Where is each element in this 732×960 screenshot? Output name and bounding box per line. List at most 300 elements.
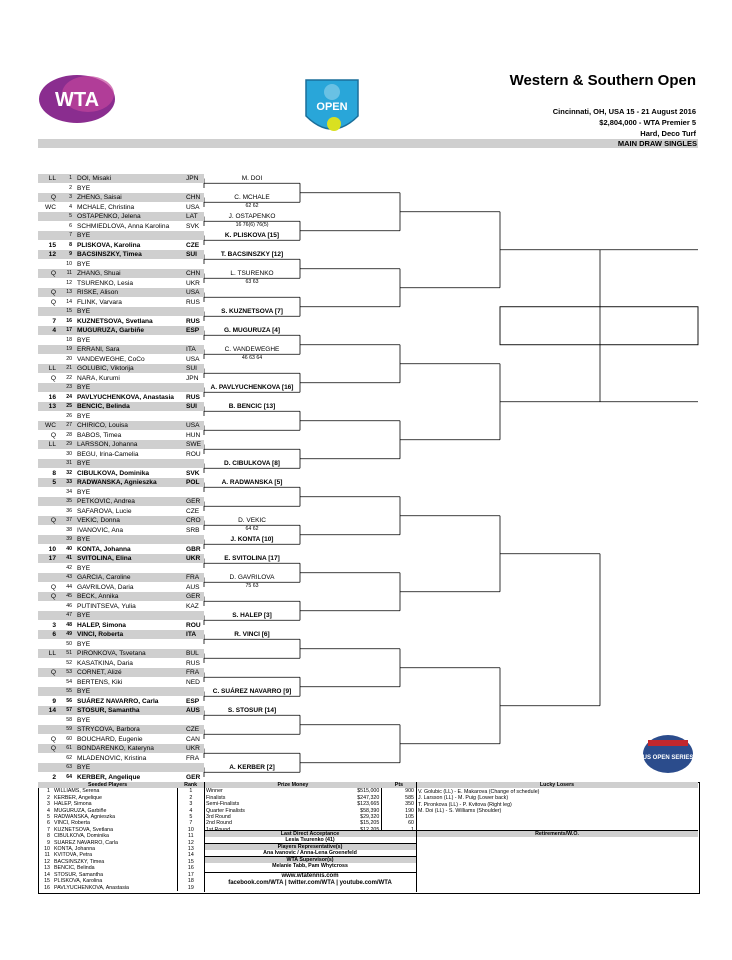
r2-score: 16 76(6) 76(5) — [235, 222, 269, 229]
entry-name: PAVLYUCHENKOVA, Anastasia — [77, 393, 174, 401]
entry-number: 18 — [66, 336, 72, 343]
r2-winner: S. STOSUR [14] — [227, 707, 277, 715]
entry-row — [38, 621, 204, 630]
seeded-table — [38, 782, 204, 891]
entry-row — [38, 336, 204, 345]
entry-number: 36 — [66, 507, 72, 514]
entry-row — [38, 516, 204, 525]
seeded-row — [38, 885, 204, 891]
ws-logo-text: OPEN — [316, 101, 348, 113]
entry-country: UKR — [186, 279, 200, 287]
entry-country: ESP — [186, 697, 200, 705]
seeded-rank: 14 — [177, 852, 204, 858]
seeded-number: 4 — [47, 807, 50, 814]
seeded-rank: 18 — [177, 878, 204, 884]
entry-seed: Q — [50, 669, 56, 676]
r2-winner: D. CIBULKOVA [8] — [224, 460, 280, 468]
r2-winner: A. RADWANSKA [5] — [221, 479, 283, 487]
entry-name: VINCI, Roberta — [77, 631, 124, 638]
entry-name: PLISKOVA, Karolina — [77, 241, 141, 249]
seeded-name: CIBULKOVA, Dominika — [54, 833, 109, 840]
footer-divider — [204, 782, 205, 892]
entry-number: 41 — [66, 555, 72, 561]
entry-number: 7 — [69, 232, 72, 238]
prize-round: Finalists — [206, 794, 226, 801]
prize-money: $58,390 — [360, 807, 380, 814]
entry-seed: LL — [48, 365, 56, 372]
entry-row — [38, 773, 204, 782]
entry-country: AUS — [186, 707, 200, 714]
entry-country: SUI — [186, 365, 197, 372]
entry-name: SVITOLINA, Elina — [77, 555, 132, 562]
entry-row — [38, 602, 204, 611]
entry-row — [38, 193, 204, 202]
entry-country: SVK — [186, 222, 200, 230]
entry-name: BENCIC, Belinda — [77, 403, 130, 410]
r2-winner: D. GAVRILOVA — [229, 574, 275, 582]
entry-number: 40 — [66, 545, 72, 552]
prize-round: 3rd Round — [206, 814, 231, 821]
entry-number: 31 — [66, 460, 72, 466]
entry-name: KONTA, Johanna — [77, 545, 131, 553]
entry-country: USA — [186, 422, 200, 429]
entry-name: BYE — [77, 612, 91, 619]
entry-name: VEKIC, Donna — [77, 517, 120, 524]
entry-seed: 15 — [48, 241, 56, 249]
entry-number: 39 — [66, 536, 72, 542]
entry-country: KAZ — [186, 602, 199, 610]
entry-country: SWE — [186, 441, 202, 448]
prize-money: $15,205 — [360, 820, 380, 827]
seeded-name: BACSINSZKY, Timea — [54, 858, 105, 865]
website[interactable]: www.wtatennis.com — [204, 872, 416, 879]
prize-category: $2,804,000 - WTA Premier 5 — [599, 118, 696, 127]
entry-country: NED — [186, 678, 200, 686]
entry-number: 15 — [66, 308, 72, 314]
entry-country: UKR — [186, 745, 200, 752]
seeded-name: VINCI, Roberta — [54, 820, 90, 827]
seeded-name: HALEP, Simona — [54, 801, 92, 808]
entry-seed: Q — [50, 735, 56, 743]
entry-row — [38, 611, 204, 620]
entry-number: 42 — [66, 564, 72, 571]
entry-name: KERBER, Angelique — [77, 773, 141, 781]
entry-country: RUS — [186, 659, 200, 667]
entry-number: 44 — [66, 583, 72, 590]
entry-seed: Q — [50, 289, 56, 296]
entry-row — [38, 355, 204, 364]
entry-row — [38, 754, 204, 763]
entry-row — [38, 526, 204, 535]
entry-seed: Q — [50, 194, 56, 201]
entry-row — [38, 630, 204, 639]
seeded-number: 8 — [47, 833, 50, 840]
pts-header: Pts — [382, 782, 416, 788]
prize-header: Prize Money — [204, 782, 382, 788]
entry-name: BYE — [77, 260, 91, 268]
seeded-number: 12 — [44, 858, 50, 865]
entry-seed: 5 — [52, 479, 56, 486]
seeded-number: 11 — [44, 852, 50, 859]
entry-name: ZHANG, Shuai — [77, 270, 121, 277]
entry-number: 32 — [66, 469, 72, 476]
prize-points: 350 — [382, 801, 416, 807]
prize-money: $515,000 — [357, 788, 380, 795]
entry-name: ZHENG, Saisai — [77, 194, 122, 201]
entry-seed: Q — [50, 745, 56, 752]
entry-name: BYE — [77, 308, 91, 315]
entry-country: GBR — [186, 545, 201, 553]
entry-number: 49 — [66, 631, 72, 637]
entry-country: RUS — [186, 317, 200, 325]
entry-country: RUS — [186, 298, 200, 306]
seeded-number: 14 — [44, 871, 50, 878]
entry-country: SUI — [186, 403, 197, 410]
entry-name: BYE — [77, 336, 91, 344]
entry-country: POL — [186, 479, 200, 486]
entry-country: ROU — [186, 450, 201, 458]
entry-number: 58 — [66, 716, 72, 723]
lucky-loser-item: V. Golubic (LL) - E. Makarova (Change of schedule) — [418, 788, 540, 795]
entry-row — [38, 678, 204, 687]
entry-row — [38, 212, 204, 221]
prize-round: 2nd Round — [206, 820, 232, 827]
entry-name: LARSSON, Johanna — [77, 441, 138, 448]
entry-country: UKR — [186, 555, 201, 562]
entry-seed: 10 — [48, 545, 56, 553]
entry-number: 47 — [66, 612, 72, 618]
entry-country: SUI — [186, 251, 197, 258]
entry-row — [38, 374, 204, 383]
entry-name: MCHALE, Christina — [77, 203, 135, 211]
rank-header: Rank — [177, 782, 204, 788]
entry-name: KUZNETSOVA, Svetlana — [77, 317, 153, 325]
entry-country: CZE — [186, 726, 200, 733]
entry-number: 19 — [66, 346, 72, 352]
entry-name: NARA, Kurumi — [77, 374, 120, 382]
entry-name: TSURENKO, Lesia — [77, 279, 134, 287]
entry-row — [38, 402, 204, 411]
entry-name: HALEP, Simona — [77, 621, 126, 629]
entry-seed: 7 — [52, 317, 56, 325]
surface: Hard, Deco Turf — [640, 129, 696, 138]
entry-number: 51 — [66, 650, 72, 656]
entry-name: BYE — [77, 564, 91, 572]
seeded-rank: 16 — [177, 865, 204, 871]
entry-number: 14 — [66, 298, 72, 305]
tournament-title: Western & Southern Open — [509, 72, 696, 89]
seeded-rank: 11 — [177, 833, 204, 839]
entry-number: 20 — [66, 355, 72, 362]
entry-row — [38, 269, 204, 278]
entry-seed: 12 — [48, 251, 56, 258]
entry-name: KASATKINA, Daria — [77, 659, 133, 667]
entry-country: GER — [186, 498, 201, 505]
lucky-loser-item: J. Larsson (LL) - M. Puig (Lower back) — [418, 795, 509, 801]
entry-country: SVK — [186, 469, 200, 477]
seeded-name: BENCIC, Belinda — [54, 865, 95, 872]
us-open-series-logo — [642, 734, 694, 774]
entry-row — [38, 307, 204, 316]
draw-type: MAIN DRAW SINGLES — [617, 139, 697, 148]
prize-round: Quarter Finalists — [206, 807, 245, 814]
entry-number: 60 — [66, 735, 72, 742]
seeded-name: SUAREZ NAVARRO, Carla — [54, 839, 118, 846]
entry-seed: LL — [48, 650, 56, 657]
entry-row — [38, 459, 204, 468]
entry-seed: Q — [50, 517, 56, 524]
entry-country: GER — [186, 773, 201, 781]
entry-name: ERRANI, Sara — [77, 346, 120, 353]
info-heading: WTA Supervisor(s) — [204, 856, 416, 863]
entry-row — [38, 440, 204, 449]
entry-row — [38, 545, 204, 554]
entry-name: PETKOVIC, Andrea — [77, 498, 135, 505]
entry-name: SCHMIEDLOVA, Anna Karolina — [77, 222, 170, 230]
entry-country: CHN — [186, 194, 201, 201]
entry-number: 26 — [66, 412, 72, 419]
entry-number: 34 — [66, 488, 72, 495]
r2-winner: M. DOI — [241, 175, 263, 183]
r2-score: 63 63 — [245, 279, 259, 286]
entry-name: BERTENS, Kiki — [77, 678, 123, 686]
r2-score: 75 63 — [245, 583, 259, 590]
entry-row — [38, 716, 204, 725]
entry-country: CAN — [186, 735, 200, 743]
entry-number: 8 — [69, 241, 72, 248]
seeded-rank: 2 — [177, 795, 204, 801]
entry-row — [38, 450, 204, 459]
entry-seed: 13 — [48, 403, 56, 410]
prize-money: $29,320 — [360, 814, 380, 821]
seeded-number: 10 — [44, 846, 50, 853]
entry-number: 27 — [66, 422, 72, 428]
r2-winner: S. KUZNETSOVA [7] — [221, 308, 283, 316]
entry-row — [38, 744, 204, 753]
location-dates: Cincinnati, OH, USA 15 - 21 August 2016 — [552, 107, 696, 116]
entry-seed: 2 — [52, 773, 56, 781]
entry-row — [38, 583, 204, 592]
entry-name: GARCIA, Caroline — [77, 574, 131, 581]
entry-name: BABOS, Timea — [77, 431, 122, 439]
entry-number: 35 — [66, 498, 72, 504]
seeded-name: RADWANSKA, Agnieszka — [54, 814, 116, 821]
entry-name: BYE — [77, 184, 91, 192]
entry-row — [38, 478, 204, 487]
lucky-loser-item: T. Pironkova (LL) - P. Kvitova (Right leg) — [418, 801, 512, 808]
seeded-rank: 3 — [177, 801, 204, 807]
entry-number: 25 — [66, 403, 72, 409]
entry-name: CIBULKOVA, Dominika — [77, 469, 150, 477]
uso-logo-text: US OPEN SERIES — [642, 755, 694, 761]
info-heading: Players Representative(s) — [204, 843, 416, 850]
entry-country: CZE — [186, 507, 200, 515]
seeded-rank: 7 — [177, 820, 204, 826]
entry-seed: LL — [48, 175, 56, 182]
entry-row — [38, 535, 204, 544]
entry-row — [38, 697, 204, 706]
entry-country: AUS — [186, 583, 200, 591]
info-value: Melanie Tabb, Pam Whytcross — [272, 862, 348, 869]
seeded-number: 15 — [44, 878, 50, 885]
entry-country: CZE — [186, 241, 200, 249]
r2-score: 46 63 64 — [241, 355, 263, 362]
entry-seed: Q — [50, 270, 56, 277]
entry-number: 17 — [66, 327, 72, 333]
entry-name: STOSUR, Samantha — [77, 707, 140, 714]
entry-number: 55 — [66, 688, 72, 694]
r2-winner: R. VINCI [6] — [234, 631, 270, 639]
entry-number: 59 — [66, 726, 72, 732]
entry-row — [38, 421, 204, 430]
entry-row — [38, 260, 204, 269]
r2-winner: J. OSTAPENKO — [228, 213, 276, 221]
entry-number: 46 — [66, 602, 72, 609]
entry-row — [38, 364, 204, 373]
entry-number: 10 — [66, 260, 72, 267]
entry-country: FRA — [186, 669, 200, 676]
entry-name: STRYCOVA, Barbora — [77, 726, 140, 733]
seeded-number: 3 — [47, 801, 50, 808]
entry-number: 63 — [66, 764, 72, 770]
entry-country: JPN — [186, 175, 199, 182]
entry-row — [38, 345, 204, 354]
entry-seed: 9 — [52, 697, 56, 705]
entry-row — [38, 497, 204, 506]
entry-number: 9 — [69, 251, 72, 257]
entry-row — [38, 735, 204, 744]
prize-money: $247,320 — [357, 794, 380, 801]
seeded-name: WILLIAMS, Serena — [54, 788, 100, 795]
entry-number: 57 — [66, 707, 72, 713]
entry-country: LAT — [186, 213, 198, 220]
entry-seed: Q — [50, 374, 56, 382]
entry-number: 16 — [66, 317, 72, 324]
entry-country: BUL — [186, 650, 199, 657]
entry-country: ESP — [186, 327, 200, 334]
seeded-number: 13 — [44, 865, 50, 872]
prize-points: 900 — [382, 788, 416, 794]
entry-row — [38, 298, 204, 307]
entry-name: PIRONKOVA, Tsvetana — [77, 650, 146, 657]
entry-name: CORNET, Alizé — [77, 669, 122, 676]
entry-row — [38, 564, 204, 573]
info-heading: Last Direct Acceptance — [204, 830, 416, 837]
entry-country: SRB — [186, 526, 200, 534]
entry-number: 1 — [69, 175, 72, 181]
r2-score: 62 62 — [245, 203, 259, 210]
entry-country: ROU — [186, 621, 201, 629]
r2-winner: C. SUÁREZ NAVARRO [9] — [212, 688, 292, 696]
entry-name: IVANOVIC, Ana — [77, 526, 124, 534]
seeded-rank: 4 — [177, 808, 204, 814]
entry-name: SAFAROVA, Lucie — [77, 507, 132, 515]
r2-score: 64 62 — [245, 526, 259, 533]
entry-row — [38, 393, 204, 402]
entry-seed: 8 — [52, 469, 56, 477]
entry-country: FRA — [186, 574, 200, 581]
entry-name: BYE — [77, 536, 91, 543]
entry-seed: WC — [45, 422, 56, 429]
entry-seed: Q — [50, 593, 56, 600]
seeded-rank: 19 — [177, 885, 204, 891]
entry-name: BEGU, Irina-Camelia — [77, 450, 139, 458]
entry-number: 54 — [66, 678, 72, 685]
entry-name: BECK, Annika — [77, 593, 119, 600]
entry-number: 62 — [66, 754, 72, 761]
seeded-number: 7 — [47, 826, 50, 833]
entry-country: FRA — [186, 754, 200, 762]
entry-name: BYE — [77, 764, 91, 771]
entry-name: CHIRICO, Louisa — [77, 422, 128, 429]
entry-name: SUÁREZ NAVARRO, Carla — [77, 697, 159, 705]
entry-name: MUGURUZA, Garbiñe — [77, 327, 145, 334]
seeded-number: 6 — [47, 820, 50, 827]
r2-winner: K. PLISKOVA [15] — [224, 232, 280, 240]
entry-name: BYE — [77, 488, 91, 496]
entry-country: JPN — [186, 374, 199, 382]
entry-number: 13 — [66, 289, 72, 295]
lucky-loser-item: M. Doi (LL) - S. Williams (Shoulder) — [418, 808, 502, 814]
entry-seed: 16 — [48, 393, 56, 401]
entry-row — [38, 725, 204, 734]
entry-row — [38, 231, 204, 240]
seeded-header: Seeded Players — [38, 782, 177, 788]
entry-name: DOI, Misaki — [77, 175, 112, 182]
prize-table — [204, 782, 416, 833]
seeded-number: 9 — [47, 839, 50, 846]
seeded-rank: 10 — [177, 827, 204, 833]
champion-box — [500, 307, 698, 345]
seeded-name: KONTA, Johanna — [54, 846, 96, 853]
entry-name: PUTINTSEVA, Yulia — [77, 602, 136, 610]
entry-number: 61 — [66, 745, 72, 751]
entry-row — [38, 184, 204, 193]
entry-row — [38, 659, 204, 668]
seeded-name: KVITOVA, Petra — [54, 852, 93, 859]
entry-number: 33 — [66, 479, 72, 485]
entry-number: 22 — [66, 374, 72, 381]
entry-row — [38, 279, 204, 288]
entry-seed: 4 — [52, 327, 56, 334]
entry-row — [38, 250, 204, 259]
seeded-name: PAVLYUCHENKOVA, Anastasia — [54, 884, 129, 891]
entry-number: 64 — [66, 773, 72, 780]
entry-name: RADWANSKA, Agnieszka — [77, 479, 157, 486]
entry-row — [38, 203, 204, 212]
entry-name: RISKE, Alison — [77, 289, 119, 296]
entry-country: HUN — [186, 431, 201, 439]
entry-row — [38, 241, 204, 250]
entry-country: USA — [186, 289, 200, 296]
entry-number: 53 — [66, 669, 72, 675]
entry-number: 28 — [66, 431, 72, 438]
social-links[interactable]: facebook.com/WTA | twitter.com/WTA | youtube.com/WTA — [228, 880, 392, 886]
entry-number: 2 — [69, 184, 72, 191]
entry-name: MLADENOVIC, Kristina — [77, 754, 147, 762]
seeded-name: MUGURUZA, Garbiñe — [54, 807, 107, 814]
entry-seed: Q — [50, 298, 56, 306]
r2-winner: E. SVITOLINA [17] — [224, 555, 280, 563]
entry-row — [38, 431, 204, 440]
footer-divider — [416, 782, 417, 892]
entry-number: 45 — [66, 593, 72, 599]
entry-name: GAVRILOVA, Daria — [77, 583, 134, 591]
entry-name: BYE — [77, 688, 91, 695]
r2-winner: D. VEKIC — [238, 517, 266, 525]
entry-row — [38, 288, 204, 297]
seeded-rank: 17 — [177, 872, 204, 878]
